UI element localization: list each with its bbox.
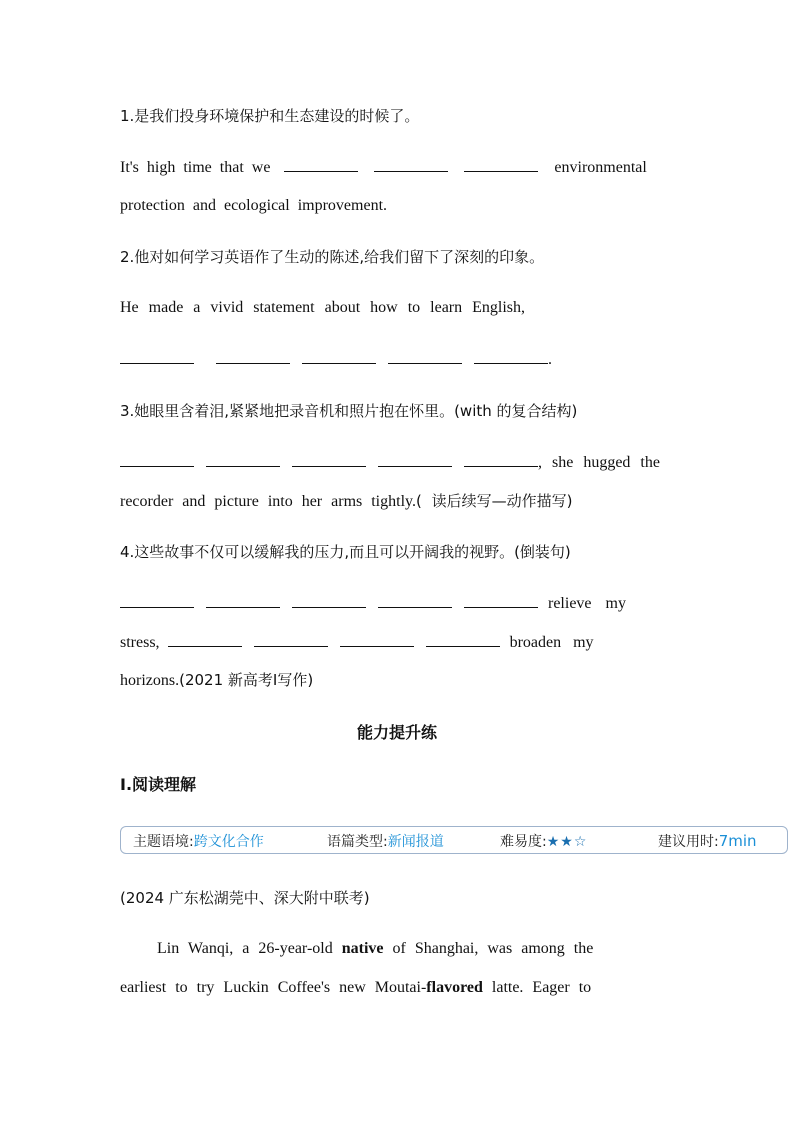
answer-blank[interactable] (464, 593, 538, 608)
q4-line2-start: stress, (120, 634, 160, 651)
vocab-flavored: flavored (426, 979, 483, 996)
answer-blank[interactable] (302, 349, 376, 364)
answer-blank[interactable] (292, 452, 366, 467)
q1-chinese: 1.是我们投身环境保护和生态建设的时候了。 (120, 107, 420, 125)
passage-text: Lin Wanqi, a 26-year-old (157, 940, 342, 957)
section-reading: Ⅰ.阅读理解 (120, 775, 197, 794)
q2-line2-end: . (548, 351, 552, 368)
difficulty-label: 难易度: (500, 834, 547, 850)
difficulty-info (500, 831, 587, 851)
answer-blank[interactable] (374, 157, 448, 172)
q4-line1 (120, 593, 626, 614)
q1-line1-end: environmental (554, 159, 647, 176)
answer-blank[interactable] (120, 349, 194, 364)
answer-blank[interactable] (206, 593, 280, 608)
time-value: 7min (718, 832, 757, 850)
answer-blank[interactable] (254, 632, 328, 647)
q3-line1-end: , she hugged the (538, 454, 660, 471)
theme-info (133, 831, 264, 851)
passage-text: of Shanghai, was among the (383, 940, 594, 957)
answer-blank[interactable] (474, 349, 548, 364)
passage-text: earliest to try Luckin Coffee's new Moutai- (120, 979, 427, 996)
answer-blank[interactable] (378, 593, 452, 608)
q2-line2 (120, 349, 552, 370)
passage-source (120, 888, 370, 909)
passage-line-1 (157, 939, 593, 959)
q4-line2-end: broaden my (509, 634, 594, 651)
q1-line1 (120, 157, 660, 178)
answer-blank[interactable] (426, 632, 500, 647)
q3-line2-note: ( 读后续写—动作描写) (415, 492, 573, 510)
theme-value: 跨文化合作 (193, 834, 264, 850)
q3-chinese: 3.她眼里含着泪,紧紧地把录音机和照片抱在怀里。(with 的复合结构) (120, 402, 578, 420)
source-text: (2024 广东松湖莞中、深大附中联考) (120, 889, 370, 907)
q4-line1-end: relieve my (548, 595, 626, 612)
answer-blank[interactable] (120, 452, 194, 467)
vocab-native: native (341, 940, 384, 957)
passage-line-2 (120, 978, 591, 998)
answer-blank[interactable] (464, 452, 538, 467)
answer-blank[interactable] (216, 349, 290, 364)
q4-line3-note: (2021 新高考Ⅰ写作) (179, 671, 314, 689)
genre-info (327, 831, 444, 851)
theme-label: 主题语境: (133, 834, 194, 850)
answer-blank[interactable] (292, 593, 366, 608)
time-label: 建议用时: (658, 834, 719, 850)
passage-info-box (120, 826, 788, 854)
q2-line1: He made a vivid statement about how to learn English, (120, 299, 526, 316)
q1-line1-text: It's high time that we (120, 159, 271, 176)
q4-line3-text: horizons. (120, 672, 180, 689)
q2-chinese: 2.他对如何学习英语作了生动的陈述,给我们留下了深刻的印象。 (120, 248, 545, 266)
answer-blank[interactable] (388, 349, 462, 364)
genre-label: 语篇类型: (327, 834, 388, 850)
answer-blank[interactable] (120, 593, 194, 608)
genre-value: 新闻报道 (387, 834, 444, 850)
answer-blank[interactable] (168, 632, 242, 647)
q4-chinese: 4.这些故事不仅可以缓解我的压力,而且可以开阔我的视野。(倒装句) (120, 543, 571, 561)
answer-blank[interactable] (340, 632, 414, 647)
answer-blank[interactable] (378, 452, 452, 467)
answer-blank[interactable] (284, 157, 358, 172)
section-title: 能力提升练 (356, 723, 437, 742)
passage-text: latte. Eager to (482, 979, 592, 996)
q1-line2: protection and ecological improvement. (120, 197, 388, 214)
q3-line1 (120, 452, 660, 473)
q3-line2 (120, 491, 572, 512)
time-info (658, 831, 757, 851)
q4-line2 (120, 632, 594, 653)
answer-blank[interactable] (464, 157, 538, 172)
answer-blank[interactable] (206, 452, 280, 467)
q3-line2-text: recorder and picture into her arms tightly. (120, 493, 416, 510)
difficulty-stars-icon: ★★☆ (546, 834, 588, 850)
q4-line3 (120, 670, 313, 691)
